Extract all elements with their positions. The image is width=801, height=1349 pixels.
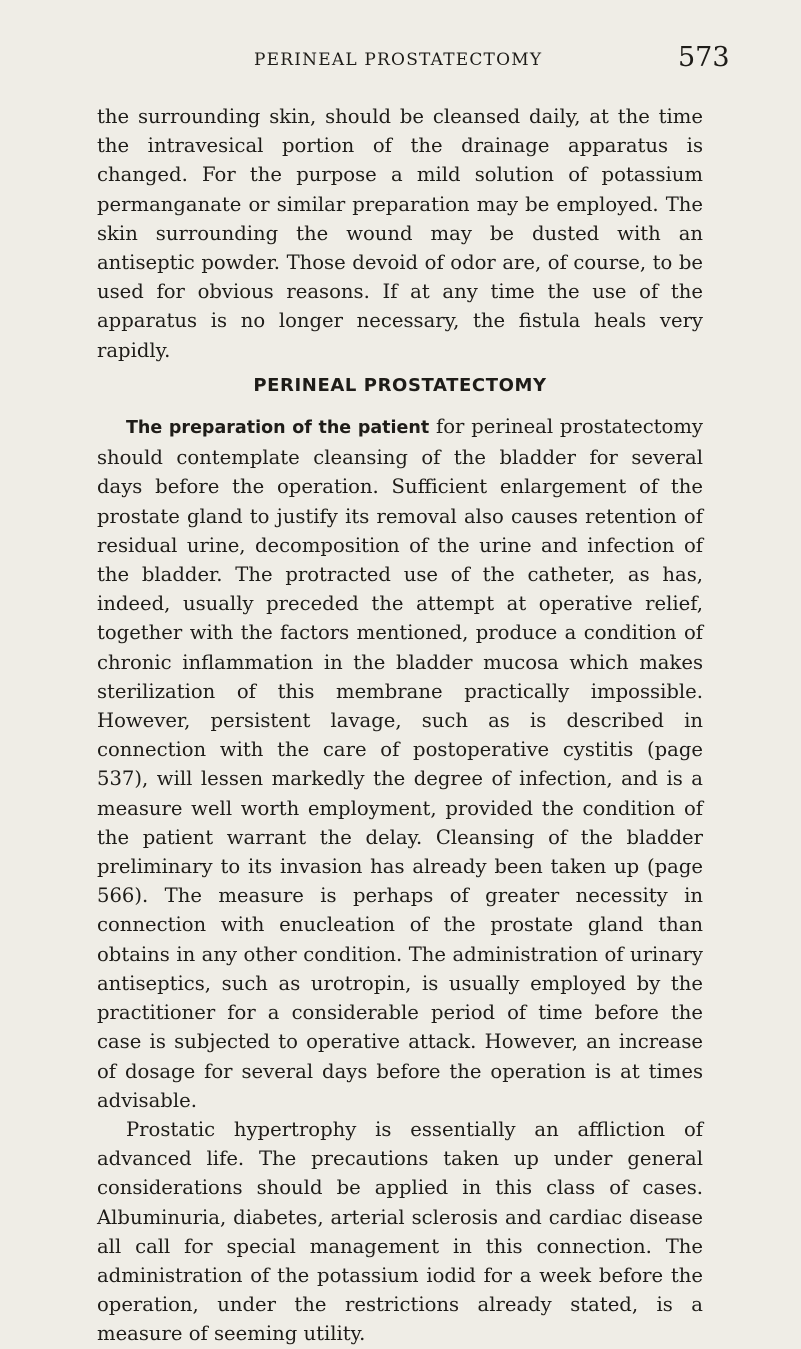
paragraph-hypertrophy: Prostatic hypertrophy is essentially an affliction of advanced life. The precautions taken up under general considerations should be applied in this class of cases. Albuminuria, diabetes, arterial sclerosis and cardiac disease all call for special management in this connection. The administration of the potassium iodid for a week before the operation, under the restrictions already stated, is a measure of seeming utility.	[97, 1117, 703, 1346]
running-head: PERINEAL PROSTATECTOMY	[254, 50, 543, 70]
page-header	[0, 42, 801, 82]
paragraph-continuation: the surrounding skin, should be cleansed daily, at the time the intravesical portion of the drainage apparatus is changed. For the purpose a mild solution of potassium permanganate or similar preparation may be employed. The skin surrounding the wound may be dusted with an antiseptic powder. Those devoid of odor are, of course, to be used for obvious reasons. If at any time the use of the apparatus is no longer necessary, the fistula heals very rapidly.	[97, 105, 703, 362]
paragraph-preparation	[97, 412, 703, 1115]
paragraph-lead-in: The preparation of the patient	[126, 418, 430, 439]
page-number: 573	[678, 42, 730, 73]
page-body	[97, 102, 703, 1349]
section-heading: PERINEAL PROSTATECTOMY	[253, 374, 547, 396]
paragraph-preparation-text: for perineal prostatectomy should contemplate cleansing of the bladder for several days before the operation. Sufficient enlargement of the prostate gland to justify its removal also causes retention of residual urine, decomposition of the urine and infection of the bladder. The protracted use of the catheter, as has, indeed, usually preceded the attempt at operative relief, together with the factors mentioned, produce a condition of chronic inflammation in the bladder mucosa which makes sterilization of this membrane practically impossible. However, persistent lavage, such as is described in connection with the care of postoperative cystitis (page 537), will lessen markedly the degree of infection, and is a measure well worth employment, provided the condition of the patient warrant the delay. Cleansing of the bladder preliminary to its invasion has already been taken up (page 566). The measure is perhaps of greater necessity in connection with enucleation of the prostate gland than obtains in any other condition. The administration of urinary antiseptics, such as urotropin, is usually employed by the practitioner for a considerable period of time before the case is subjected to operative attack. However, an increase of dosage for several days before the operation is at times advisable.	[97, 415, 703, 1112]
